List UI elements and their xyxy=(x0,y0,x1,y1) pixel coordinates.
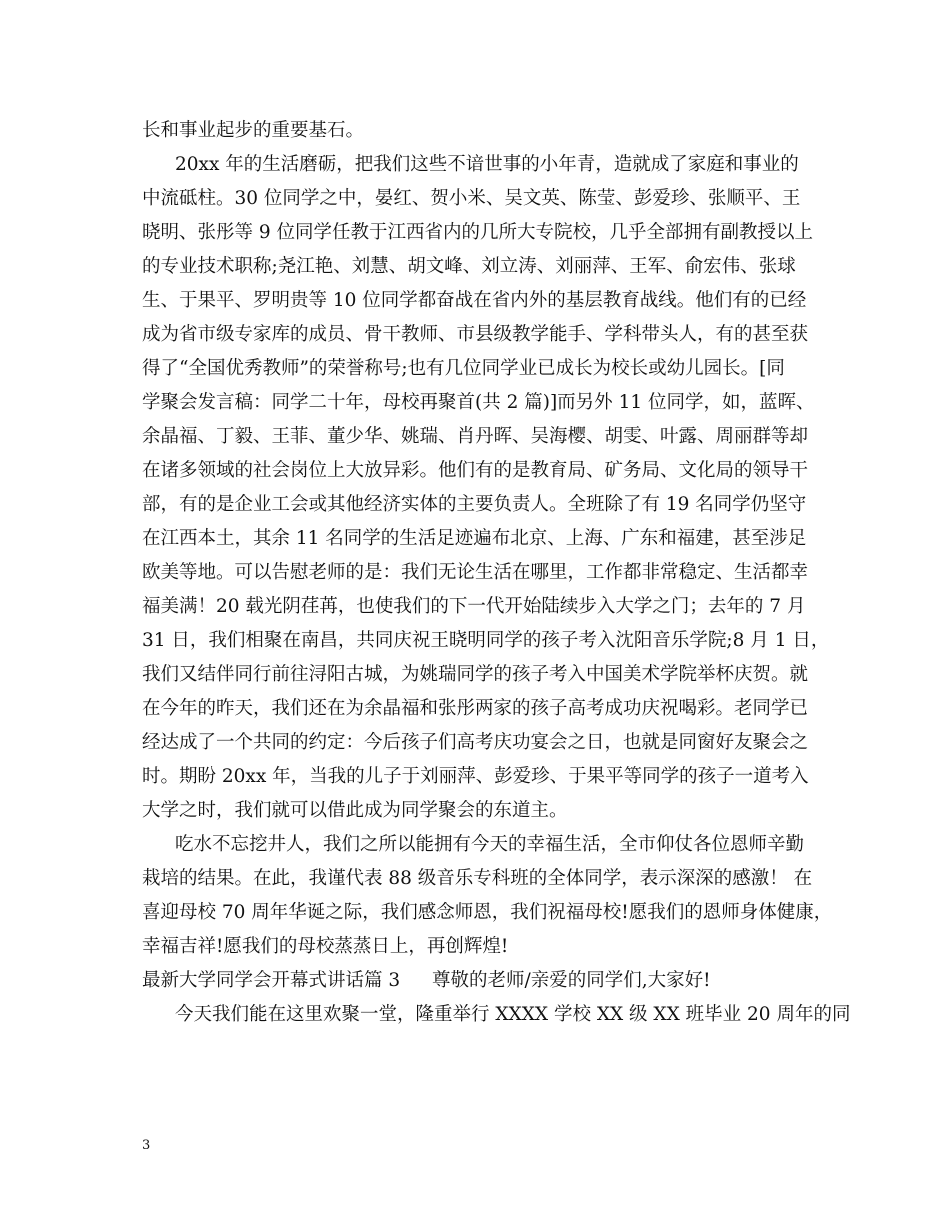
paragraph-start-line: 20xx 年的生活磨砺，把我们这些不谙世事的小年青，造就成了家庭和事业的 xyxy=(175,154,799,175)
text-line: 成为省市级专家库的成员、骨干教师、市县级教学能手、学科带头人，有的甚至获 xyxy=(142,324,809,345)
text-line: 经达成了一个共同的约定：今后孩子们高考庆功宴会之日，也就是同窗好友聚会之 xyxy=(142,732,809,753)
paragraph-start-line: 今天我们能在这里欢聚一堂，隆重举行 XXXX 学校 XX 级 XX 班毕业 20 周年的同 xyxy=(175,1004,851,1025)
text-line: 幸福吉祥!愿我们的母校蒸蒸日上，再创辉煌! xyxy=(142,936,509,957)
text-line: 在今年的昨天，我们还在为余晶福和张彤两家的孩子高考成功庆祝喝彩。老同学已 xyxy=(142,698,809,719)
text-line: 长和事业起步的重要基石。 xyxy=(142,120,365,141)
text-line: 福美满！20 载光阴荏苒，也使我们的下一代开始陆续步入大学之门；去年的 7 月 xyxy=(142,596,806,617)
text-line: 余晶福、丁毅、王菲、董少华、姚瑞、肖丹晖、吴海樱、胡雯、叶露、周丽群等却 xyxy=(142,426,809,447)
text-line: 在诸多领域的社会岗位上大放异彩。他们有的是教育局、矿务局、文化局的领导干 xyxy=(142,460,809,481)
text-line: 学聚会发言稿：同学二十年，母校再聚首(共 2 篇)]而另外 11 位同学，如，蓝晖、 xyxy=(142,392,815,413)
text-line: 晓明、张彤等 9 位同学任教于江西省内的几所大专院校，几乎全部拥有副教授以上 xyxy=(142,222,814,243)
text-line: 欧美等地。可以告慰老师的是：我们无论生活在哪里，工作都非常稳定、生活都幸 xyxy=(142,562,809,583)
text-line: 大学之时，我们就可以借此成为同学聚会的东道主。 xyxy=(142,800,568,821)
paragraph-start-line: 吃水不忘挖井人，我们之所以能拥有今天的幸福生活，全市仰仗各位恩师辛勤 xyxy=(175,834,805,855)
text-line: 栽培的结果。在此，我谨代表 88 级音乐专科班的全体同学，表示深深的感激！ 在 xyxy=(142,868,813,889)
text-line: 我们又结伴同行前往浔阳古城，为姚瑞同学的孩子考入中国美术学院举杯庆贺。就 xyxy=(142,664,809,685)
text-line: 31 日，我们相聚在南昌，共同庆祝王晓明同学的孩子考入沈阳音乐学院;8 月 1 日， xyxy=(142,630,830,651)
text-line: 中流砥柱。30 位同学之中，晏红、贺小米、吴文英、陈莹、彭爱珍、张顺平、王 xyxy=(142,188,801,209)
section-heading: 最新大学同学会开幕式讲话篇 3 xyxy=(142,970,401,991)
text-line: 的专业技术职称;尧江艳、刘慧、胡文峰、刘立涛、刘丽萍、王军、俞宏伟、张球 xyxy=(142,256,796,277)
text-line: 喜迎母校 70 周年华诞之际，我们感念师恩，我们祝福母校!愿我们的恩师身体健康， xyxy=(142,902,833,923)
text-line: 得了“全国优秀教师”的荣誉称号;也有几位同学业已成长为校长或幼儿园长。[同 xyxy=(142,358,785,379)
text-line: 在江西本土，其余 11 名同学的生活足迹遍布北京、上海、广东和福建，甚至涉足 xyxy=(142,528,807,549)
text-line: 部，有的是企业工会或其他经济实体的主要负责人。全班除了有 19 名同学仍坚守 xyxy=(142,494,807,515)
page-number: 3 xyxy=(142,1138,151,1153)
greeting-text: 尊敬的老师/亲爱的同学们,大家好! xyxy=(432,970,711,991)
text-line: 时。期盼 20xx 年，当我的儿子于刘丽萍、彭爱珍、于果平等同学的孩子一道考入 xyxy=(142,766,809,787)
text-line: 生、于果平、罗明贵等 10 位同学都奋战在省内外的基层教育战线。他们有的已经 xyxy=(142,290,807,311)
